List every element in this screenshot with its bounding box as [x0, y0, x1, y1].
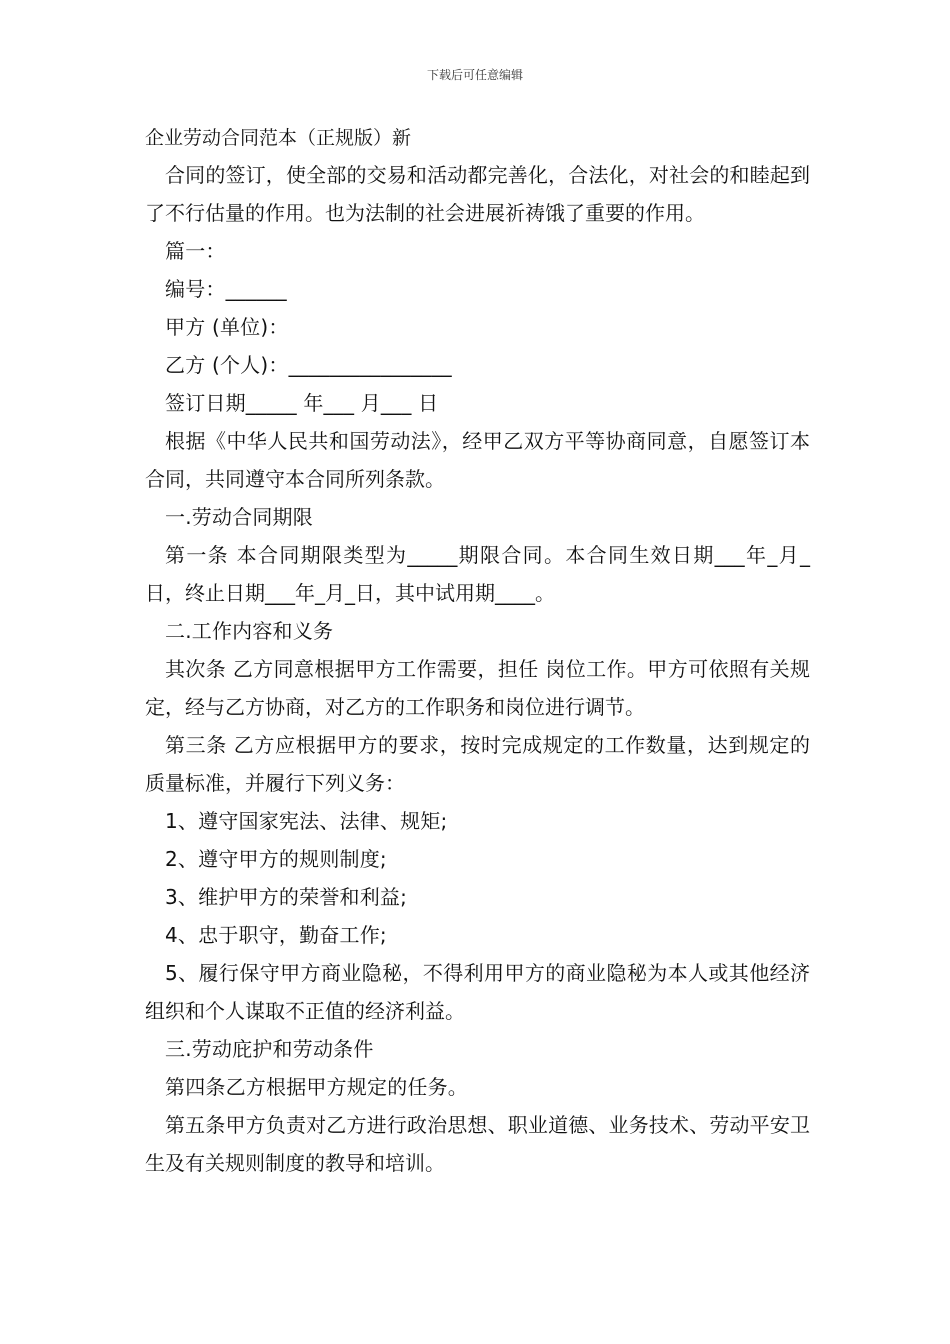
section-3-heading: 三.劳动庇护和劳动条件: [165, 1037, 374, 1061]
section-label: 篇一：: [165, 239, 226, 263]
duty-item: 5、履行保守甲方商业隐秘，不得利用甲方的商业隐秘为本人或其他经济组织和个人谋取不正值的经济利益。: [145, 961, 810, 1023]
page-header: 下载后可任意编辑: [426, 68, 523, 82]
intro-paragraph: 合同的签订，使全部的交易和活动都完善化，合法化，对社会的和睦起到了不行估量的作用。也为法制的社会进展祈祷饿了重要的作用。: [145, 163, 810, 225]
article-4: 第四条乙方根据甲方规定的任务。: [165, 1075, 468, 1099]
article-3: 第三条 乙方应根据甲方的要求，按时完成规定的工作数量，达到规定的质量标准，并履行下列义务：: [145, 733, 810, 795]
section-1-heading: 一.劳动合同期限: [165, 505, 313, 529]
document-body: [145, 120, 810, 1182]
duty-item: 3、维护甲方的荣誉和利益;: [165, 885, 408, 909]
duty-item: 1、遵守国家宪法、法律、规矩;: [165, 809, 448, 833]
document-title: 企业劳动合同范本（正规版）新: [145, 127, 412, 149]
article-1: 第一条 本合同期限类型为_____期限合同。本合同生效日期___年_月_日，终止日期___年_月_日，其中试用期____。: [145, 543, 810, 605]
section-2-heading: 二.工作内容和义务: [165, 619, 334, 643]
article-5: 第五条甲方负责对乙方进行政治思想、职业道德、业务技术、劳动平安卫生及有关规则制度的教导和培训。: [145, 1113, 810, 1175]
party-a-line: 甲方 (单位)：: [165, 315, 289, 339]
sign-date-line: 签订日期_____ 年___ 月___ 日: [165, 391, 439, 415]
article-2: 其次条 乙方同意根据甲方工作需要，担任 岗位工作。甲方可依照有关规定，经与乙方协商，对乙方的工作职务和岗位进行调节。: [145, 657, 810, 719]
preamble-paragraph: 根据《中华人民共和国劳动法》，经甲乙双方平等协商同意，自愿签订本合同，共同遵守本合同所列条款。: [145, 429, 810, 491]
duty-item: 4、忠于职守，勤奋工作;: [165, 923, 387, 947]
contract-number-line: 编号：______: [165, 277, 287, 301]
duty-item: 2、遵守甲方的规则制度;: [165, 847, 387, 871]
party-b-line: 乙方 (个人)：________________: [165, 353, 452, 377]
